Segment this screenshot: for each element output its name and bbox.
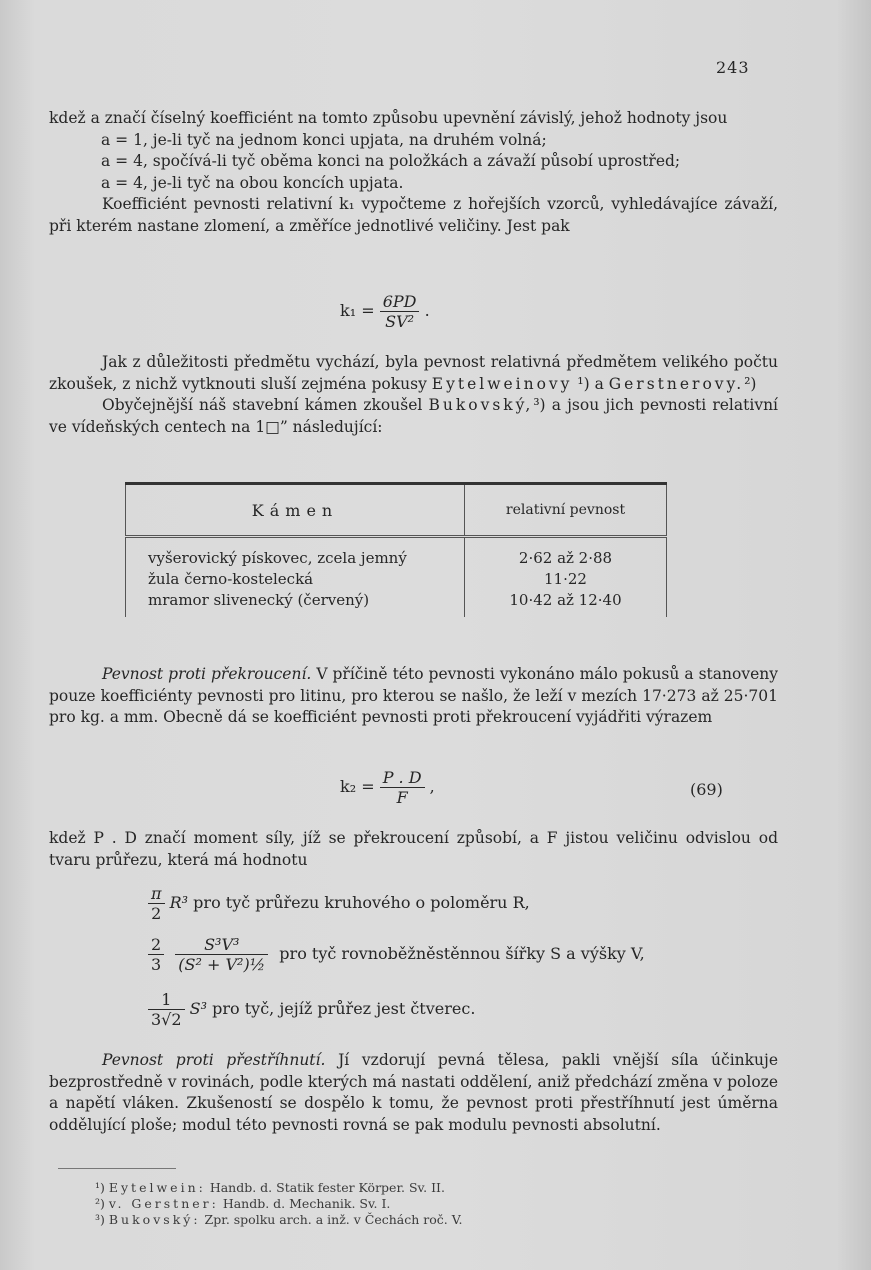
ref-1: ¹)	[577, 374, 590, 393]
footnote-mark: ³)	[95, 1212, 105, 1227]
section-circle-fraction	[148, 884, 165, 923]
formula-k1-end: .	[424, 301, 430, 320]
table-cell: 11·22	[544, 570, 587, 588]
section-circle-num: π	[148, 884, 165, 904]
text-block-middle	[49, 352, 778, 438]
footnote-author: v. Gerstner:	[108, 1196, 219, 1211]
name-eytelwein: Eytelweinovy	[431, 374, 573, 393]
paragraph-shear	[49, 1050, 778, 1136]
name-gerstner: Gerstnerovy.	[608, 374, 745, 393]
section-square-text: pro tyč, jejíž průřez jest čtverec.	[212, 999, 476, 1018]
section-rect-text: pro tyč rovnoběžněstěnnou šířky S a výšky V,	[279, 944, 645, 963]
footnote-mark: ²)	[95, 1196, 105, 1211]
section-square	[148, 990, 475, 1029]
case-1: a = 1, je-li tyč na jednom konci upjata, na druhém volná;	[101, 130, 547, 149]
text-block-shear	[49, 1050, 778, 1136]
footnote-text: Zpr. spolku arch. a inž. v Čechách roč. V.	[204, 1212, 463, 1227]
formula-k2-lhs: k₂ =	[340, 777, 375, 796]
case-3: a = 4, je-li tyč na obou koncích upjata.	[101, 173, 404, 192]
table-cell: vyšerovický pískovec, zcela jemný	[148, 549, 407, 567]
footnote-author: Bukovský:	[108, 1212, 201, 1227]
table-cell: 2·62 až 2·88	[518, 549, 613, 567]
section-square-den: 3√2	[151, 1010, 182, 1029]
footnote-text: Handb. d. Statik fester Körper. Sv. II.	[209, 1180, 445, 1195]
paragraph-torsion	[49, 664, 778, 729]
table-row	[126, 537, 667, 618]
table-cell: 10·42 až 12·40	[509, 591, 622, 609]
table-strength-values	[465, 537, 667, 618]
section-rectangle	[148, 935, 645, 974]
section-circle-expr: R³	[169, 893, 189, 912]
table-stone-names	[126, 537, 465, 618]
paragraph-relative-strength: Koefficiént pevnosti relativní k₁ vypočteme z hořejších vzorců, vyhledávajíce závaží, při kterém nastane zlomení, a změříce jednotlivé veličiny. Jest pak	[49, 195, 778, 235]
paragraph-bukovsky	[49, 395, 778, 438]
equation-number: (69)	[690, 780, 723, 799]
formula-k2	[340, 768, 435, 807]
footnote-author: Eytelwein:	[108, 1180, 206, 1195]
footnote-divider	[58, 1168, 176, 1169]
formula-k1-fraction	[380, 292, 420, 331]
section-rect-num2: S³V³	[175, 935, 268, 955]
ref-3: ³)	[533, 396, 546, 414]
footnote-mark: ¹)	[95, 1180, 105, 1195]
name-bukovsky: Bukovský,	[428, 396, 534, 414]
table-cell: mramor slivenecký (červený)	[148, 591, 370, 609]
footnote-text: Handb. d. Mechanik. Sv. I.	[222, 1196, 391, 1211]
text-block-moment	[49, 828, 778, 871]
formula-k1-numerator: 6PD	[380, 292, 420, 312]
table-header-row	[126, 484, 667, 537]
section-circle-den: 2	[151, 904, 162, 923]
torsion-text: V příčině této pevnosti vykonáno málo pokusů a stanoveny pouze koefficiénty pevnosti pro litinu, pro kterou se našlo, že leží v mezích 17·273 až 25·701 pro kg. a mm. Obecně dá se koefficiént pevnosti proti překroucení vyjádřiti výrazem	[49, 665, 778, 726]
bukovsky-rest: a jsou jich pevnosti relativní ve vídeňských centech na 1□” následující:	[49, 396, 779, 436]
text-block-torsion	[49, 664, 778, 729]
ref-2: ²)	[744, 374, 757, 393]
formula-k2-numerator: P . D	[380, 768, 425, 788]
heading-torsion: Pevnost proti překroucení.	[102, 665, 312, 683]
formula-k2-fraction	[380, 768, 425, 807]
paragraph-coefficient-a: kdež a značí číselný koefficiént na tomto způsobu upevnění závislý, jehož hodnoty jsou	[49, 109, 728, 127]
section-square-expr: S³	[189, 999, 208, 1018]
conjunction-a: a	[594, 374, 604, 393]
footnote-2	[95, 1196, 755, 1212]
section-rect-fraction-2	[175, 935, 268, 974]
paragraph-moment: kdež P . D značí moment síly, jíž se překroucení způsobí, a F jistou veličinu odvislou od tvaru průřezu, která má hodnotu	[49, 829, 778, 869]
section-rect-den: 3	[151, 955, 162, 974]
bukovsky-intro: Obyčejnější náš stavební kámen zkoušel	[102, 396, 423, 414]
table-header-strength: relativní pevnost	[465, 484, 667, 537]
stone-strength-table	[125, 482, 667, 617]
footnotes	[95, 1180, 755, 1228]
text-block-top	[49, 108, 778, 237]
table-cell: žula černo-kostelecká	[148, 570, 314, 588]
section-rect-den2: (S² + V²)½	[178, 955, 266, 974]
formula-k2-end: ,	[429, 777, 435, 796]
table-header-stone: Kámen	[126, 484, 465, 537]
section-square-num: 1	[148, 990, 185, 1010]
formula-k2-denominator: F	[396, 788, 408, 807]
experiments-text: Jak z důležitosti předmětu vychází, byla pevnost relativná předmětem velikého počtu zkoušek, z nichž vytknouti sluší zejména pokusy	[49, 353, 778, 393]
footnote-3	[95, 1212, 755, 1228]
section-square-fraction	[148, 990, 185, 1029]
section-rect-fraction	[148, 935, 164, 974]
shear-text: Jí vzdorují pevná tělesa, pakli vnější síla účinkuje bezprostředně v rovinách, podle kterých má nastati oddělení, aniž předchází změna v poloze a napětí vláken. Zkušeností se dospělo k tomu, že pevnost proti přestříhnutí jest úměrna oddělující ploše; modul této pevnosti rovná se pak modulu pevnosti absolutní.	[49, 1051, 778, 1134]
paragraph-experiments	[49, 352, 778, 395]
section-rect-num: 2	[148, 935, 164, 955]
section-circle	[148, 884, 530, 923]
footnote-1	[95, 1180, 755, 1196]
formula-k1-denominator: SV²	[385, 312, 415, 331]
formula-k1-lhs: k₁ =	[340, 301, 375, 320]
heading-shear: Pevnost proti přestříhnutí.	[102, 1051, 326, 1069]
page-number: 243	[716, 58, 750, 77]
formula-k1	[340, 292, 430, 331]
section-circle-text: pro tyč průřezu kruhového o poloměru R,	[193, 893, 530, 912]
case-2: a = 4, spočívá-li tyč oběma konci na položkách a závaží působí uprostřed;	[101, 152, 681, 170]
